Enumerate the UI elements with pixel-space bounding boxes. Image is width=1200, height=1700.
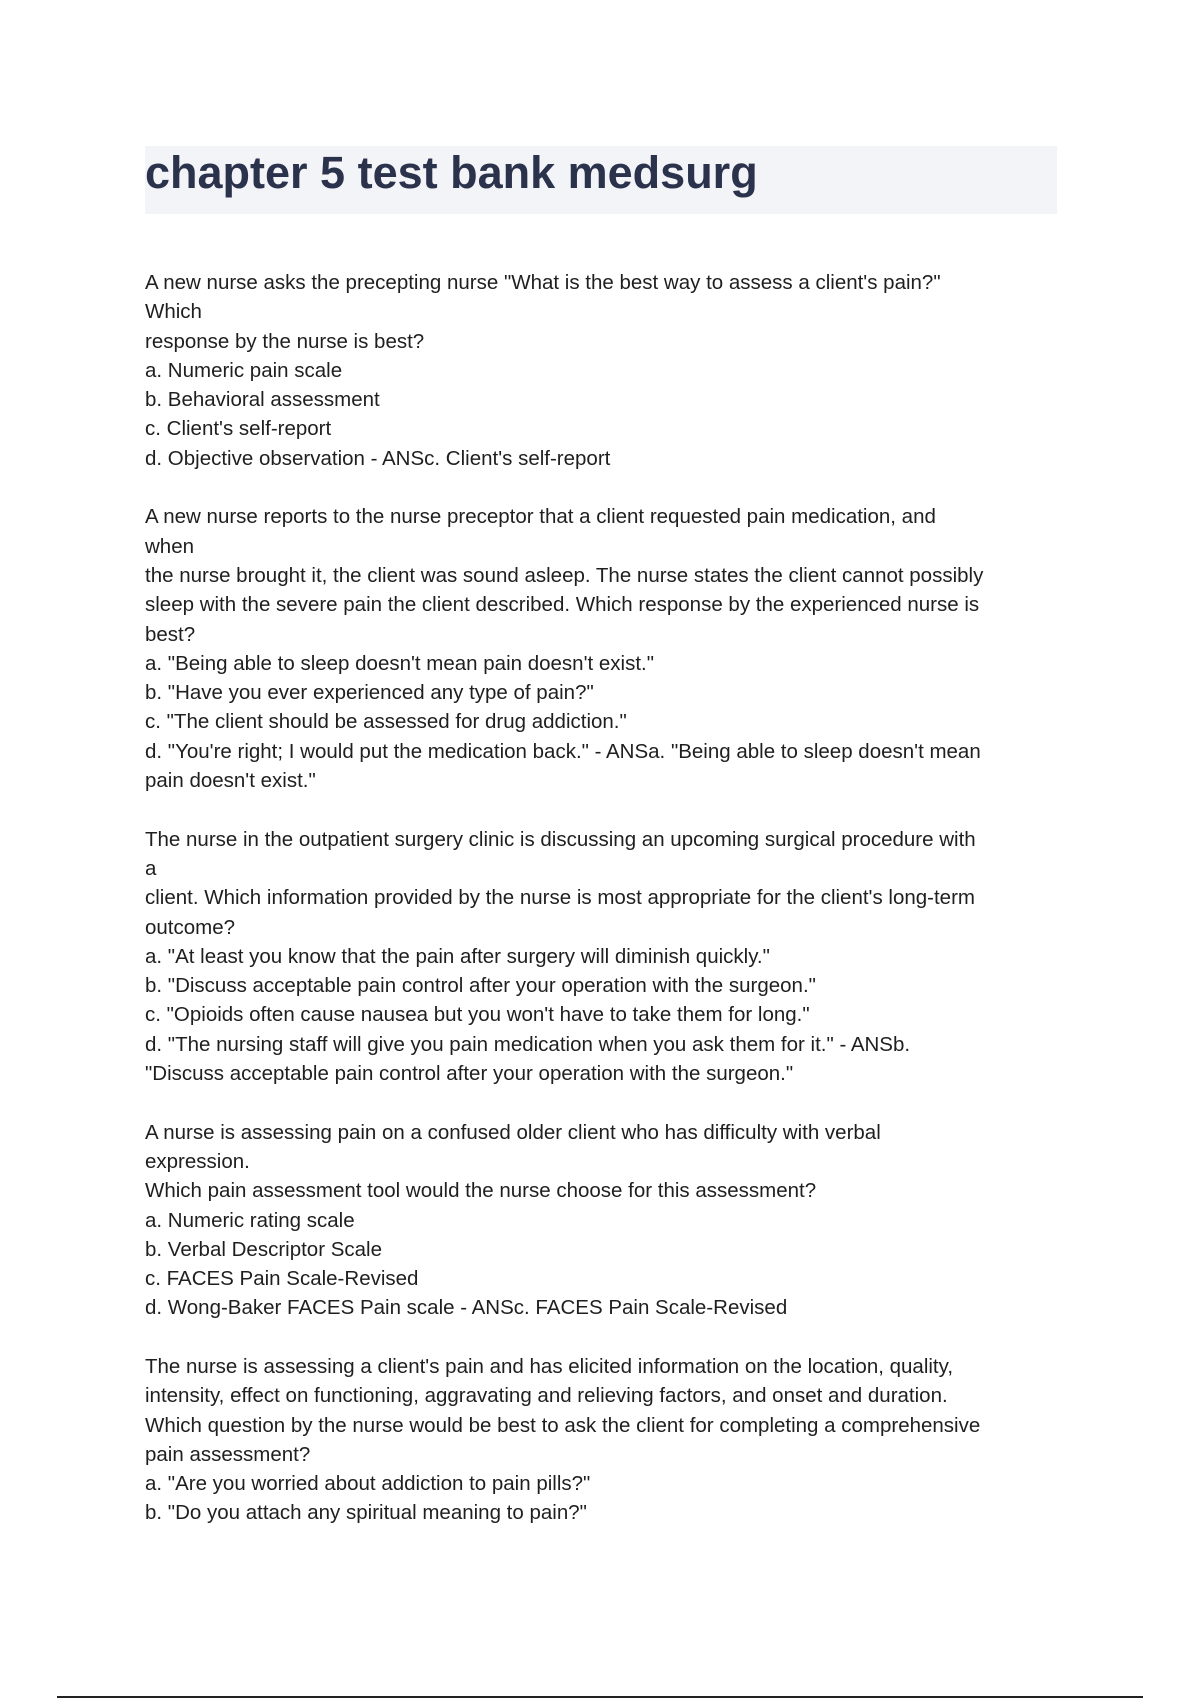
answer-option: c. "The client should be assessed for drug addiction." xyxy=(145,710,627,734)
answer-option: a. Numeric rating scale xyxy=(145,1208,355,1232)
answer-option: a. "Are you worried about addiction to pain pills?" xyxy=(145,1472,591,1496)
question-list xyxy=(145,268,1060,1557)
question-block xyxy=(145,825,1060,1089)
question-text: A new nurse reports to the nurse preceptor that a client requested pain medication, and xyxy=(145,505,936,529)
question-text: client. Which information provided by the nurse is most appropriate for the client's long-term xyxy=(145,886,975,910)
question-text: A nurse is assessing pain on a confused older client who has difficulty with verbal xyxy=(145,1120,881,1144)
question-text: intensity, effect on functioning, aggravating and relieving factors, and onset and duration. xyxy=(145,1384,948,1408)
question-block xyxy=(145,1352,1060,1528)
question-text: outcome? xyxy=(145,915,236,939)
question-text: Which pain assessment tool would the nurse choose for this assessment? xyxy=(145,1179,817,1203)
answer-option: b. "Have you ever experienced any type of pain?" xyxy=(145,681,594,705)
answer-option: a. Numeric pain scale xyxy=(145,358,343,382)
answer-option-with-key: d. "The nursing staff will give you pain medication when you ask them for it." - ANSb. xyxy=(145,1032,911,1056)
question-block xyxy=(145,502,1060,795)
answer-option-with-key: d. "You're right; I would put the medication back." - ANSa. "Being able to sleep doesn't mean xyxy=(145,739,981,763)
question-text: pain assessment? xyxy=(145,1442,311,1466)
answer-option: b. "Do you attach any spiritual meaning to pain?" xyxy=(145,1501,587,1525)
document-title: chapter 5 test bank medsurg xyxy=(145,147,758,198)
answer-option: b. "Discuss acceptable pain control after your operation with the surgeon." xyxy=(145,974,816,998)
answer-option-with-key: d. Wong-Baker FACES Pain scale - ANSc. FACES Pain Scale-Revised xyxy=(145,1296,788,1320)
question-text: when xyxy=(145,534,195,558)
answer-option: c. FACES Pain Scale-Revised xyxy=(145,1267,419,1291)
question-text: A new nurse asks the precepting nurse "What is the best way to assess a client's pain?" xyxy=(145,271,941,294)
question-text: response by the nurse is best? xyxy=(145,329,425,353)
answer-option: c. "Opioids often cause nausea but you won't have to take them for long." xyxy=(145,1003,810,1027)
question-text: Which question by the nurse would be best to ask the client for completing a comprehensive xyxy=(145,1413,981,1437)
answer-option: c. Client's self-report xyxy=(145,417,332,441)
question-text: sleep with the severe pain the client described. Which response by the experienced nurse is xyxy=(145,593,980,617)
question-text: The nurse is assessing a client's pain and has elicited information on the location, quality, xyxy=(145,1354,954,1378)
footer-divider xyxy=(57,1696,1143,1698)
answer-option: b. Behavioral assessment xyxy=(145,388,380,412)
question-text: a xyxy=(145,856,157,880)
answer-option: b. Verbal Descriptor Scale xyxy=(145,1237,383,1261)
question-text: best? xyxy=(145,622,196,646)
answer-option: a. "Being able to sleep doesn't mean pain doesn't exist." xyxy=(145,651,655,675)
question-text: Which xyxy=(145,300,202,324)
answer-option: a. "At least you know that the pain after surgery will diminish quickly." xyxy=(145,944,770,968)
answer-key: "Discuss acceptable pain control after your operation with the surgeon." xyxy=(145,1062,794,1086)
question-text: the nurse brought it, the client was sound asleep. The nurse states the client cannot possibly xyxy=(145,563,984,587)
question-text: expression. xyxy=(145,1149,250,1173)
question-block xyxy=(145,1118,1060,1323)
question-text: The nurse in the outpatient surgery clinic is discussing an upcoming surgical procedure with xyxy=(145,827,976,851)
answer-option-with-key: d. Objective observation - ANSc. Client's self-report xyxy=(145,446,611,470)
question-block xyxy=(145,268,1060,473)
answer-key: pain doesn't exist." xyxy=(145,769,316,793)
